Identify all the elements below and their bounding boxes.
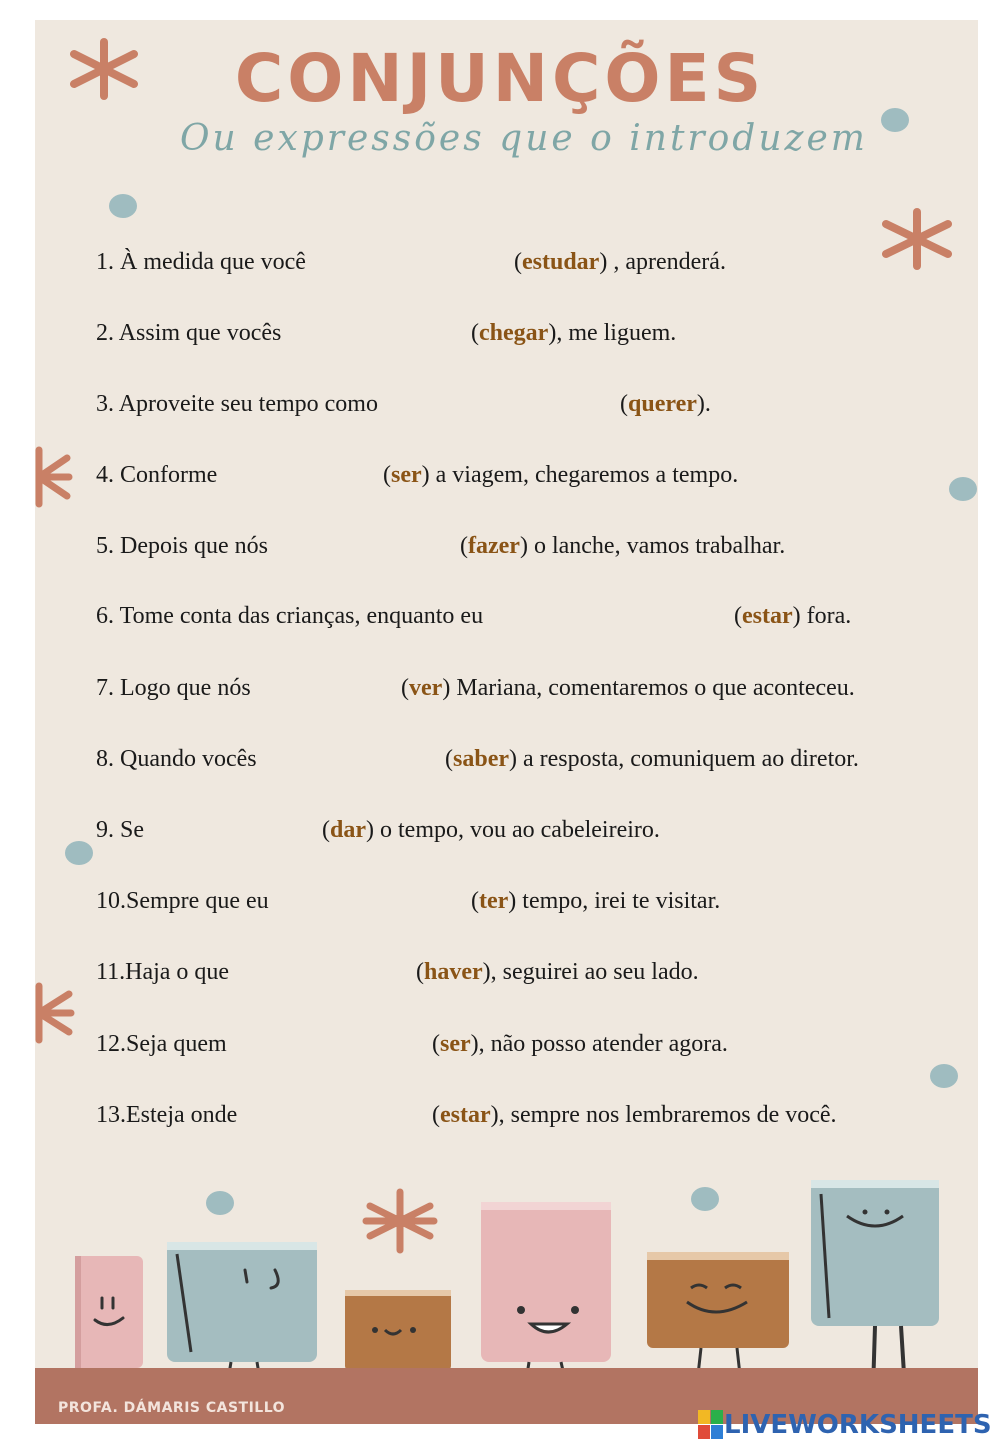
exercise-number: 5. — [96, 533, 120, 559]
brand-name: LIVEWORKSHEETS — [724, 1410, 992, 1440]
exercise-number: 6. — [96, 603, 120, 629]
verb-hint: ter — [479, 888, 509, 914]
page-title: CONJUNÇÕES — [234, 40, 766, 117]
exercise-text-before: Assim que vocês — [118, 320, 282, 346]
verb-hint: chegar — [479, 320, 549, 346]
dot-icon — [108, 193, 138, 219]
exercise-item: 7. Logo que nós (ver) Mariana, comentaremos o que aconteceu. — [96, 668, 251, 708]
exercise-number: 2. — [96, 320, 119, 346]
answer-input[interactable] — [332, 319, 476, 349]
exercise-number: 1. — [96, 249, 120, 275]
exercise-text-before: Sempre que eu — [126, 888, 269, 914]
verb-hint: ser — [440, 1031, 471, 1057]
exercise-text-after: Mariana, comentaremos o que aconteceu. — [450, 675, 855, 701]
exercise-text-after: o tempo, vou ao cabeleireiro. — [374, 817, 660, 843]
flower-icon — [35, 444, 77, 510]
exercise-text-after: o lanche, vamos trabalhar. — [527, 533, 786, 559]
brown-book-character — [647, 1252, 789, 1384]
exercise-item: 10.Sempre que eu (ter) tempo, irei te visitar. — [96, 881, 269, 921]
exercise-item: 5. Depois que nós (fazer) o lanche, vamos trabalhar. — [96, 526, 268, 566]
answer-input[interactable] — [306, 745, 450, 775]
dot-icon — [64, 840, 94, 866]
flower-icon — [876, 206, 958, 272]
exercise-item: 11.Haja o que (haver), seguirei ao seu lado. — [96, 952, 229, 992]
exercise-text-after: fora. — [800, 603, 852, 629]
verb-hint: fazer — [468, 533, 520, 559]
answer-input[interactable] — [318, 532, 462, 562]
exercise-text-after: . — [704, 391, 711, 417]
exercise-text-before: Quando vocês — [120, 746, 257, 772]
verb-hint: ver — [409, 675, 443, 701]
exercise-text-after: , me liguem. — [556, 320, 677, 346]
exercise-number: 4. — [96, 462, 120, 488]
exercise-item: 9. Se (dar) o tempo, vou ao cabeleireiro. — [96, 810, 144, 850]
exercise-item: 3. Aproveite seu tempo como (querer). — [96, 384, 378, 424]
exercise-number: 12. — [96, 1031, 126, 1057]
exercise-number: 3. — [96, 391, 119, 417]
answer-input[interactable] — [168, 816, 312, 846]
exercise-text-before: Tome conta das crianças, enquanto eu — [119, 603, 484, 629]
exercise-item: 12.Seja quem (ser), não posso atender agora. — [96, 1024, 227, 1064]
flower-icon — [35, 980, 79, 1046]
exercise-number: 13. — [96, 1102, 126, 1128]
tall-pink-book-character — [481, 1202, 611, 1388]
exercise-text-before: Haja o que — [125, 959, 230, 985]
exercise-text-before: Aproveite seu tempo como — [118, 391, 378, 417]
verb-hint: estar — [440, 1102, 491, 1128]
tall-teal-book-character — [811, 1180, 939, 1390]
exercise-text-before: Esteja onde — [126, 1102, 238, 1128]
exercise-item: 1. À medida que você (estudar) , aprenderá. — [96, 242, 306, 282]
exercise-text-after: , sempre nos lembraremos de você. — [498, 1102, 837, 1128]
exercise-item: 4. Conforme (ser) a viagem, chegaremos a tempo. — [96, 455, 217, 495]
exercise-text-after: a viagem, chegaremos a tempo. — [429, 462, 739, 488]
exercise-text-before: Conforme — [120, 462, 218, 488]
exercise-text-after: , aprenderá. — [607, 249, 726, 275]
exercise-item: 2. Assim que vocês (chegar), me liguem. — [96, 313, 281, 353]
exercise-item: 13.Esteja onde (estar), sempre nos lembraremos de você. — [96, 1095, 237, 1135]
exercise-text-before: À medida que você — [120, 249, 306, 275]
book-characters-illustration — [35, 1170, 978, 1398]
pink-book-character — [75, 1256, 143, 1384]
exercise-number: 8. — [96, 746, 120, 772]
verb-hint: ser — [391, 462, 422, 488]
dot-icon — [929, 1063, 959, 1089]
answer-input[interactable] — [280, 1030, 424, 1060]
exercise-text-after: a resposta, comuniquem ao diretor. — [517, 746, 859, 772]
verb-hint: saber — [453, 746, 509, 772]
answer-input[interactable] — [286, 1101, 430, 1131]
exercise-text-before: Depois que nós — [120, 533, 268, 559]
answer-input[interactable] — [590, 602, 734, 632]
exercise-text-after: tempo, irei te visitar. — [516, 888, 721, 914]
exercise-item: 6. Tome conta das crianças, enquanto eu (estar) fora. — [96, 596, 483, 636]
answer-input[interactable] — [456, 390, 600, 420]
exercise-text-before: Se — [120, 817, 144, 843]
exercise-number: 10. — [96, 888, 126, 914]
page-subtitle: Ou expressões que o introduzem — [180, 118, 868, 159]
verb-hint: dar — [330, 817, 366, 843]
exercise-number: 11. — [96, 959, 126, 985]
answer-input[interactable] — [252, 461, 396, 491]
answer-input[interactable] — [318, 887, 462, 917]
verb-hint: estudar — [522, 249, 600, 275]
liveworksheets-logo[interactable] — [698, 1408, 992, 1442]
dot-icon — [948, 476, 978, 502]
verb-hint: querer — [628, 391, 697, 417]
verb-hint: haver — [424, 959, 483, 985]
exercise-text-before: Seja quem — [126, 1031, 227, 1057]
exercise-number: 7. — [96, 675, 120, 701]
live-badge-icon — [698, 1410, 724, 1440]
teal-book-character — [167, 1242, 317, 1386]
exercise-text-after: , não posso atender agora. — [478, 1031, 728, 1057]
exercise-number: 9. — [96, 817, 120, 843]
exercise-text-after: , seguirei ao seu lado. — [490, 959, 699, 985]
exercise-item: 8. Quando vocês (saber) a resposta, comuniquem ao diretor. — [96, 739, 257, 779]
verb-hint: estar — [742, 603, 793, 629]
author-credit: PROFA. DÁMARIS CASTILLO — [58, 1400, 286, 1416]
exercise-text-before: Logo que nós — [120, 675, 251, 701]
answer-input[interactable] — [270, 958, 414, 988]
